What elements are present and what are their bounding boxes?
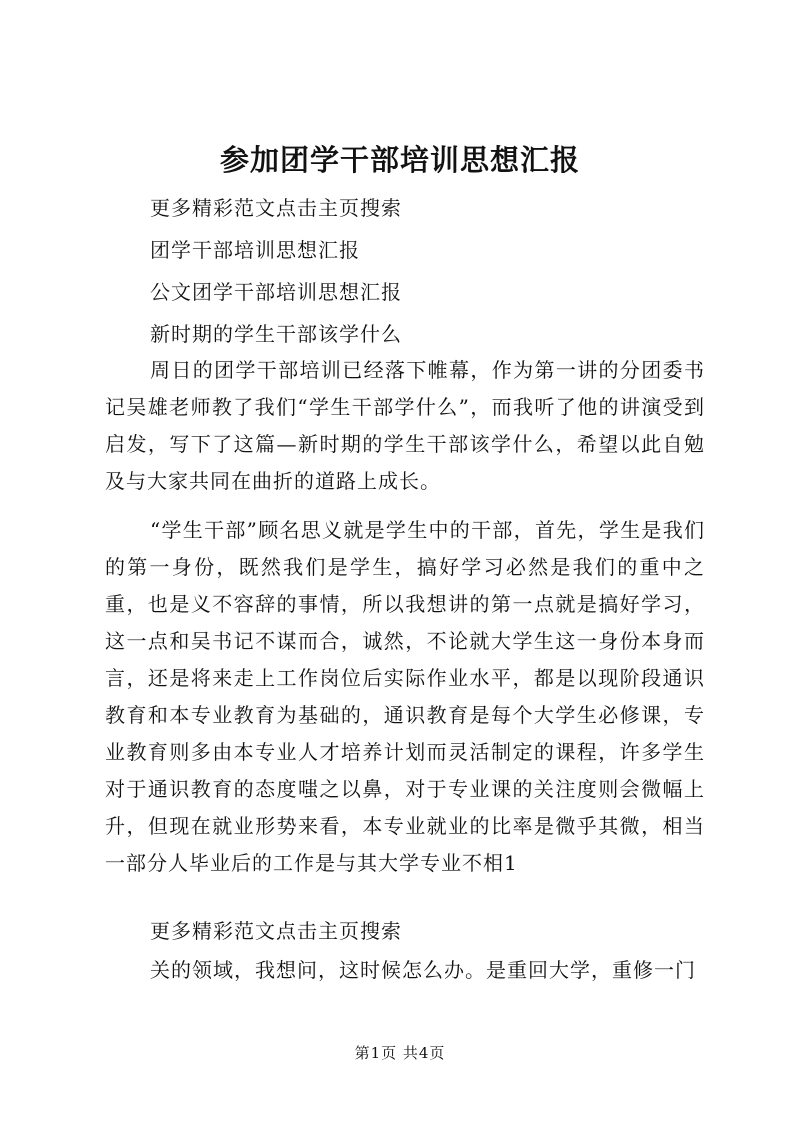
intro-line-more-essays: 更多精彩范文点击主页搜索 <box>150 196 402 220</box>
paragraph-intro: 周日的团学干部培训已经落下帷幕，作为第一讲的分团委书记吴雄老师教了我们“学生干部学什么”，而我听了他的讲演受到启发，写下了这篇—新时期的学生干部该学什么，希望以此自勉及与大家共同在曲折的道路上成长。 <box>105 358 705 493</box>
intro-line-official-title: 公文团学干部培训思想汇报 <box>150 280 402 304</box>
page-number-footer: 第1页 共4页 <box>354 1044 446 1062</box>
document-title: 参加团学干部培训思想汇报 <box>219 143 580 177</box>
intro-line-report-title: 团学干部培训思想汇报 <box>150 238 360 262</box>
intro-line-section-heading: 新时期的学生干部该学什么 <box>150 322 402 346</box>
paragraph-continuation: 关的领域，我想问，这时候怎么办。是重回大学，重修一门 <box>150 958 696 982</box>
repeat-line-more-essays: 更多精彩范文点击主页搜索 <box>150 919 402 943</box>
paragraph-student-cadre: “学生干部”顾名思义就是学生中的干部，首先，学生是我们的第一身份，既然我们是学生，搞好学习必然是我们的重中之重，也是义不容辞的事情，所以我想讲的第一点就是搞好学习，这一点和吴书记不谋而合，诚然，不论就大学生这一身份本身而言，还是将来走上工作岗位后实际作业水平，都是以现阶段通识教育和本专业教育为基础的，通识教育是每个大学生必修课，专业教育则多由本专业人才培养计划而灵活制定的课程，许多学生对于通识教育的态度嗤之以鼻，对于专业课的关注度则会微幅上升，但现在就业形势来看，本专业就业的比率是微乎其微，相当一部分人毕业后的工作是与其大学专业不相1 <box>105 518 705 875</box>
